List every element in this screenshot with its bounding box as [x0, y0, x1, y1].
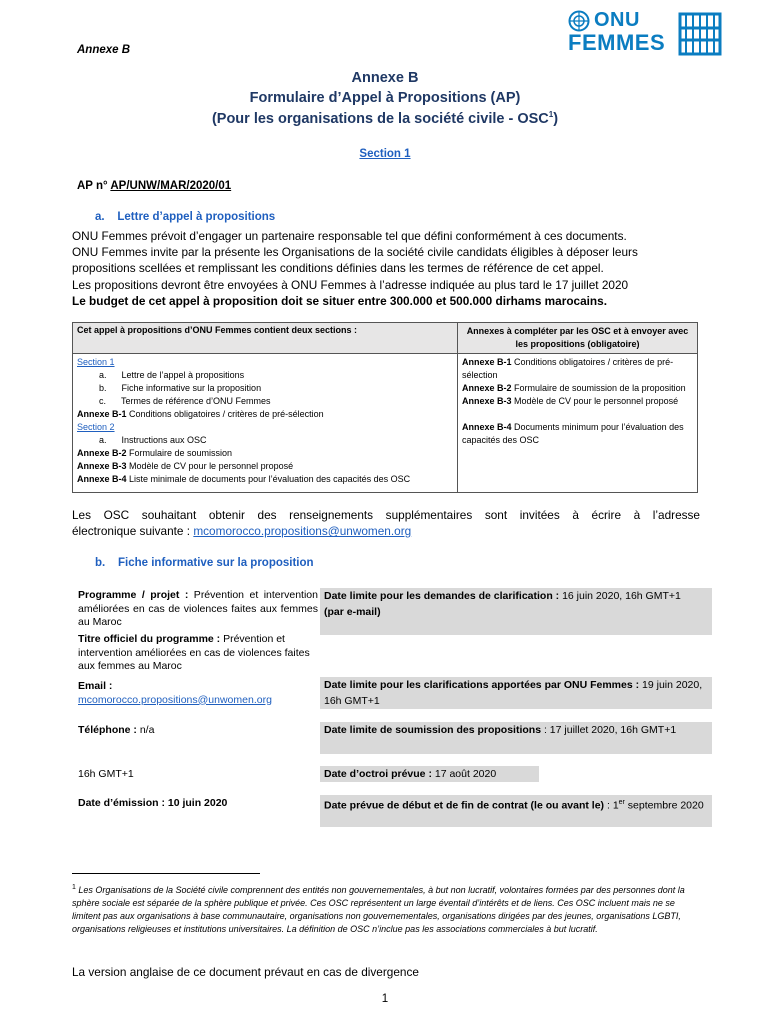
annex-label: Annexe B-2: [77, 448, 127, 458]
ap-number-value: AP/UNW/MAR/2020/01: [110, 180, 232, 192]
soum-value: : 17 juillet 2020, 16h GMT+1: [541, 724, 677, 736]
section-a-line: ONU Femmes prévoit d’engager un partenaire responsable tel que défini conformément à ces documents.: [72, 229, 627, 243]
doc-title-osc-text: (Pour les organisations de la société civile - OSC: [211, 110, 549, 127]
list-item: [462, 382, 693, 395]
list-item: a. Lettre de l’appel à propositions: [99, 370, 245, 380]
annex-text: Documents minimum pour l’évaluation des capacités des OSC: [462, 422, 684, 445]
footnote: [72, 881, 700, 936]
doc-title-annex: Annexe B: [351, 70, 419, 86]
table-section-1-link[interactable]: Section 1: [77, 357, 115, 367]
official-title-info: [78, 633, 318, 674]
clar-label: Date limite pour les demandes de clarification :: [324, 590, 560, 602]
contract-dates: [320, 795, 712, 827]
phone-label: Téléphone :: [78, 724, 137, 736]
list-item: c. Termes de référence d’ONU Femmes: [99, 396, 271, 406]
clar-note: (par e-mail): [324, 606, 381, 618]
annex-label: Annexe B-1: [77, 409, 127, 419]
section-1-link[interactable]: Section 1: [359, 148, 411, 160]
table-annexes-cell: [458, 354, 698, 493]
annex-text: Modèle de CV pour le personnel proposé: [126, 461, 294, 471]
official-title-label: Titre officiel du programme :: [78, 633, 221, 645]
section-a-body: [72, 228, 700, 309]
programme-value: Prévention et intervention améliorées en cas de violences faites aux femmes au Maroc: [78, 589, 318, 628]
list-item: [77, 447, 453, 460]
footnote-ref[interactable]: 1: [548, 110, 554, 119]
contrat-value-end: septembre 2020: [624, 799, 704, 812]
section-a-line: ONU Femmes invite par la présente les Organisations de la société civile candidats éligibles à déposer leurs: [72, 245, 638, 260]
contact-line-label: électronique suivante :: [72, 524, 194, 539]
info-email-link[interactable]: mcomorocco.propositions@unwomen.org: [78, 693, 272, 706]
annex-label: Annexe B-4: [77, 474, 127, 484]
list-item: [77, 473, 453, 486]
annex-text: Conditions obligatoires / critères de pré-sélection: [462, 357, 674, 380]
table-header-annexes: Annexes à compléter par les OSC et à envoyer avec les propositions (obligatoire): [458, 323, 698, 354]
phone-value: n/a: [136, 724, 155, 736]
octroi-label: Date d’octroi prévue :: [324, 768, 432, 780]
annex-text: Formulaire de soumission de la proposition: [511, 383, 686, 393]
annex-label: Annexe B-3: [77, 461, 127, 471]
submission-deadline: [320, 722, 712, 754]
official-title-value: Prévention et intervention améliorées en cas de violences faites aux femmes au Maroc: [78, 633, 310, 672]
list-item: a. Instructions aux OSC: [99, 435, 207, 445]
contrat-value: : 1: [604, 799, 619, 812]
email-info: [78, 680, 318, 707]
soum-label: Date limite de soumission des propositions: [324, 724, 542, 736]
contact-paragraph: [72, 507, 700, 539]
budget-statement: Le budget de cet appel à proposition doit se situer entre 300.000 et 500.000 dirhams marocains.: [72, 293, 607, 308]
annex-label: Annexe B-2: [462, 383, 512, 393]
award-date: [320, 766, 539, 782]
logo-text-femmes: FEMMES: [568, 30, 666, 55]
list-item: [77, 460, 453, 473]
contrat-label: Date prévue de début et de fin de contrat (le ou avant le): [324, 799, 605, 812]
section-a-heading: a. Lettre d’appel à propositions: [95, 211, 276, 223]
women-symbol-icon: [678, 12, 722, 56]
clar-value: 16 juin 2020, 16h GMT+1: [559, 590, 681, 602]
contact-line: [72, 523, 700, 539]
list-item: [462, 395, 693, 408]
time-info: 16h GMT+1: [78, 768, 134, 780]
section-a-line: Les propositions devront être envoyées à ONU Femmes à l’adresse indiquée au plus tard le 17 juillet 2020: [72, 277, 629, 292]
list-item: b. Fiche informative sur la proposition: [99, 383, 262, 393]
footnote-marker: 1: [72, 884, 76, 891]
clar2-value: 19 juin 2020, 16h GMT+1: [324, 679, 703, 707]
contrat-sup: er: [618, 799, 625, 806]
clarification-request-deadline: [320, 588, 712, 635]
list-item: [462, 356, 693, 382]
annex-text: Modèle de CV pour le personnel proposé: [511, 396, 679, 406]
list-item: [77, 408, 453, 421]
issue-date: Date d’émission : 10 juin 2020: [78, 797, 228, 809]
sections-annexes-table: [72, 322, 698, 493]
annex-header-label: Annexe B: [77, 44, 131, 56]
table-sections-cell: [73, 354, 458, 493]
annex-text: Conditions obligatoires / critères de pré-sélection: [126, 409, 324, 419]
clar2-label: Date limite pour les clarifications apportées par ONU Femmes :: [324, 679, 640, 691]
un-emblem-icon: [568, 10, 590, 32]
annex-text: Formulaire de soumission: [126, 448, 233, 458]
email-label: Email :: [78, 680, 113, 692]
annex-label: Annexe B-3: [462, 396, 512, 406]
programme-info: [78, 589, 318, 630]
ap-number-label: AP n°: [77, 180, 111, 192]
table-section-2-link[interactable]: Section 2: [77, 422, 115, 432]
list-item: [462, 421, 693, 447]
ap-number: [77, 180, 231, 192]
doc-title-osc: [0, 110, 770, 127]
version-note: La version anglaise de ce document prévaut en cas de divergence: [72, 965, 419, 979]
table-header-sections: Cet appel à propositions d’ONU Femmes contient deux sections :: [73, 323, 458, 354]
phone-info: [78, 724, 318, 738]
programme-label: Programme / projet :: [78, 589, 189, 601]
un-women-logo: [568, 10, 728, 60]
annex-label: Annexe B-4: [462, 422, 512, 432]
page-number: 1: [381, 993, 389, 1005]
octroi-value: 17 août 2020: [431, 768, 497, 780]
footnote-divider: [72, 873, 260, 874]
annex-label: Annexe B-1: [462, 357, 512, 367]
annex-text: Liste minimale de documents pour l’évaluation des capacités des OSC: [126, 474, 411, 484]
logo-text-onu: ONU: [594, 9, 640, 31]
contact-line: Les OSC souhaitant obtenir des renseignements supplémentaires sont invitées à écrire à l’adresse: [72, 508, 700, 522]
contact-email-link[interactable]: mcomorocco.propositions@unwomen.org: [193, 524, 412, 539]
footnote-text: Les Organisations de la Société civile comprennent des entités non gouvernementales, à but non lucratif, volontaires formées par des personnes dont la sphère sociale est séparée de la sphère publique et privée. Ces OSC représentent un large éventail d’intérêts et de liens. Ces OSC incluent mais ne se limitent pas aux organisations à base communautaire, organisations non gouvernementales, organisations dirigées par des jeunes, organisations LGBTI, organisations religieuses et institutions universitaires. La définition de OSC n’inclue pas les associations commerciales à but lucratif.: [72, 885, 685, 934]
clarification-response-deadline: [320, 677, 712, 709]
doc-title-form: Formulaire d’Appel à Propositions (AP): [249, 90, 521, 106]
section-b-heading: b. Fiche informative sur la proposition: [95, 557, 314, 569]
doc-title-osc-close: ): [553, 110, 559, 127]
section-a-line: propositions scellées et remplissant les conditions définies dans les termes de référence de cet appel.: [72, 261, 604, 276]
